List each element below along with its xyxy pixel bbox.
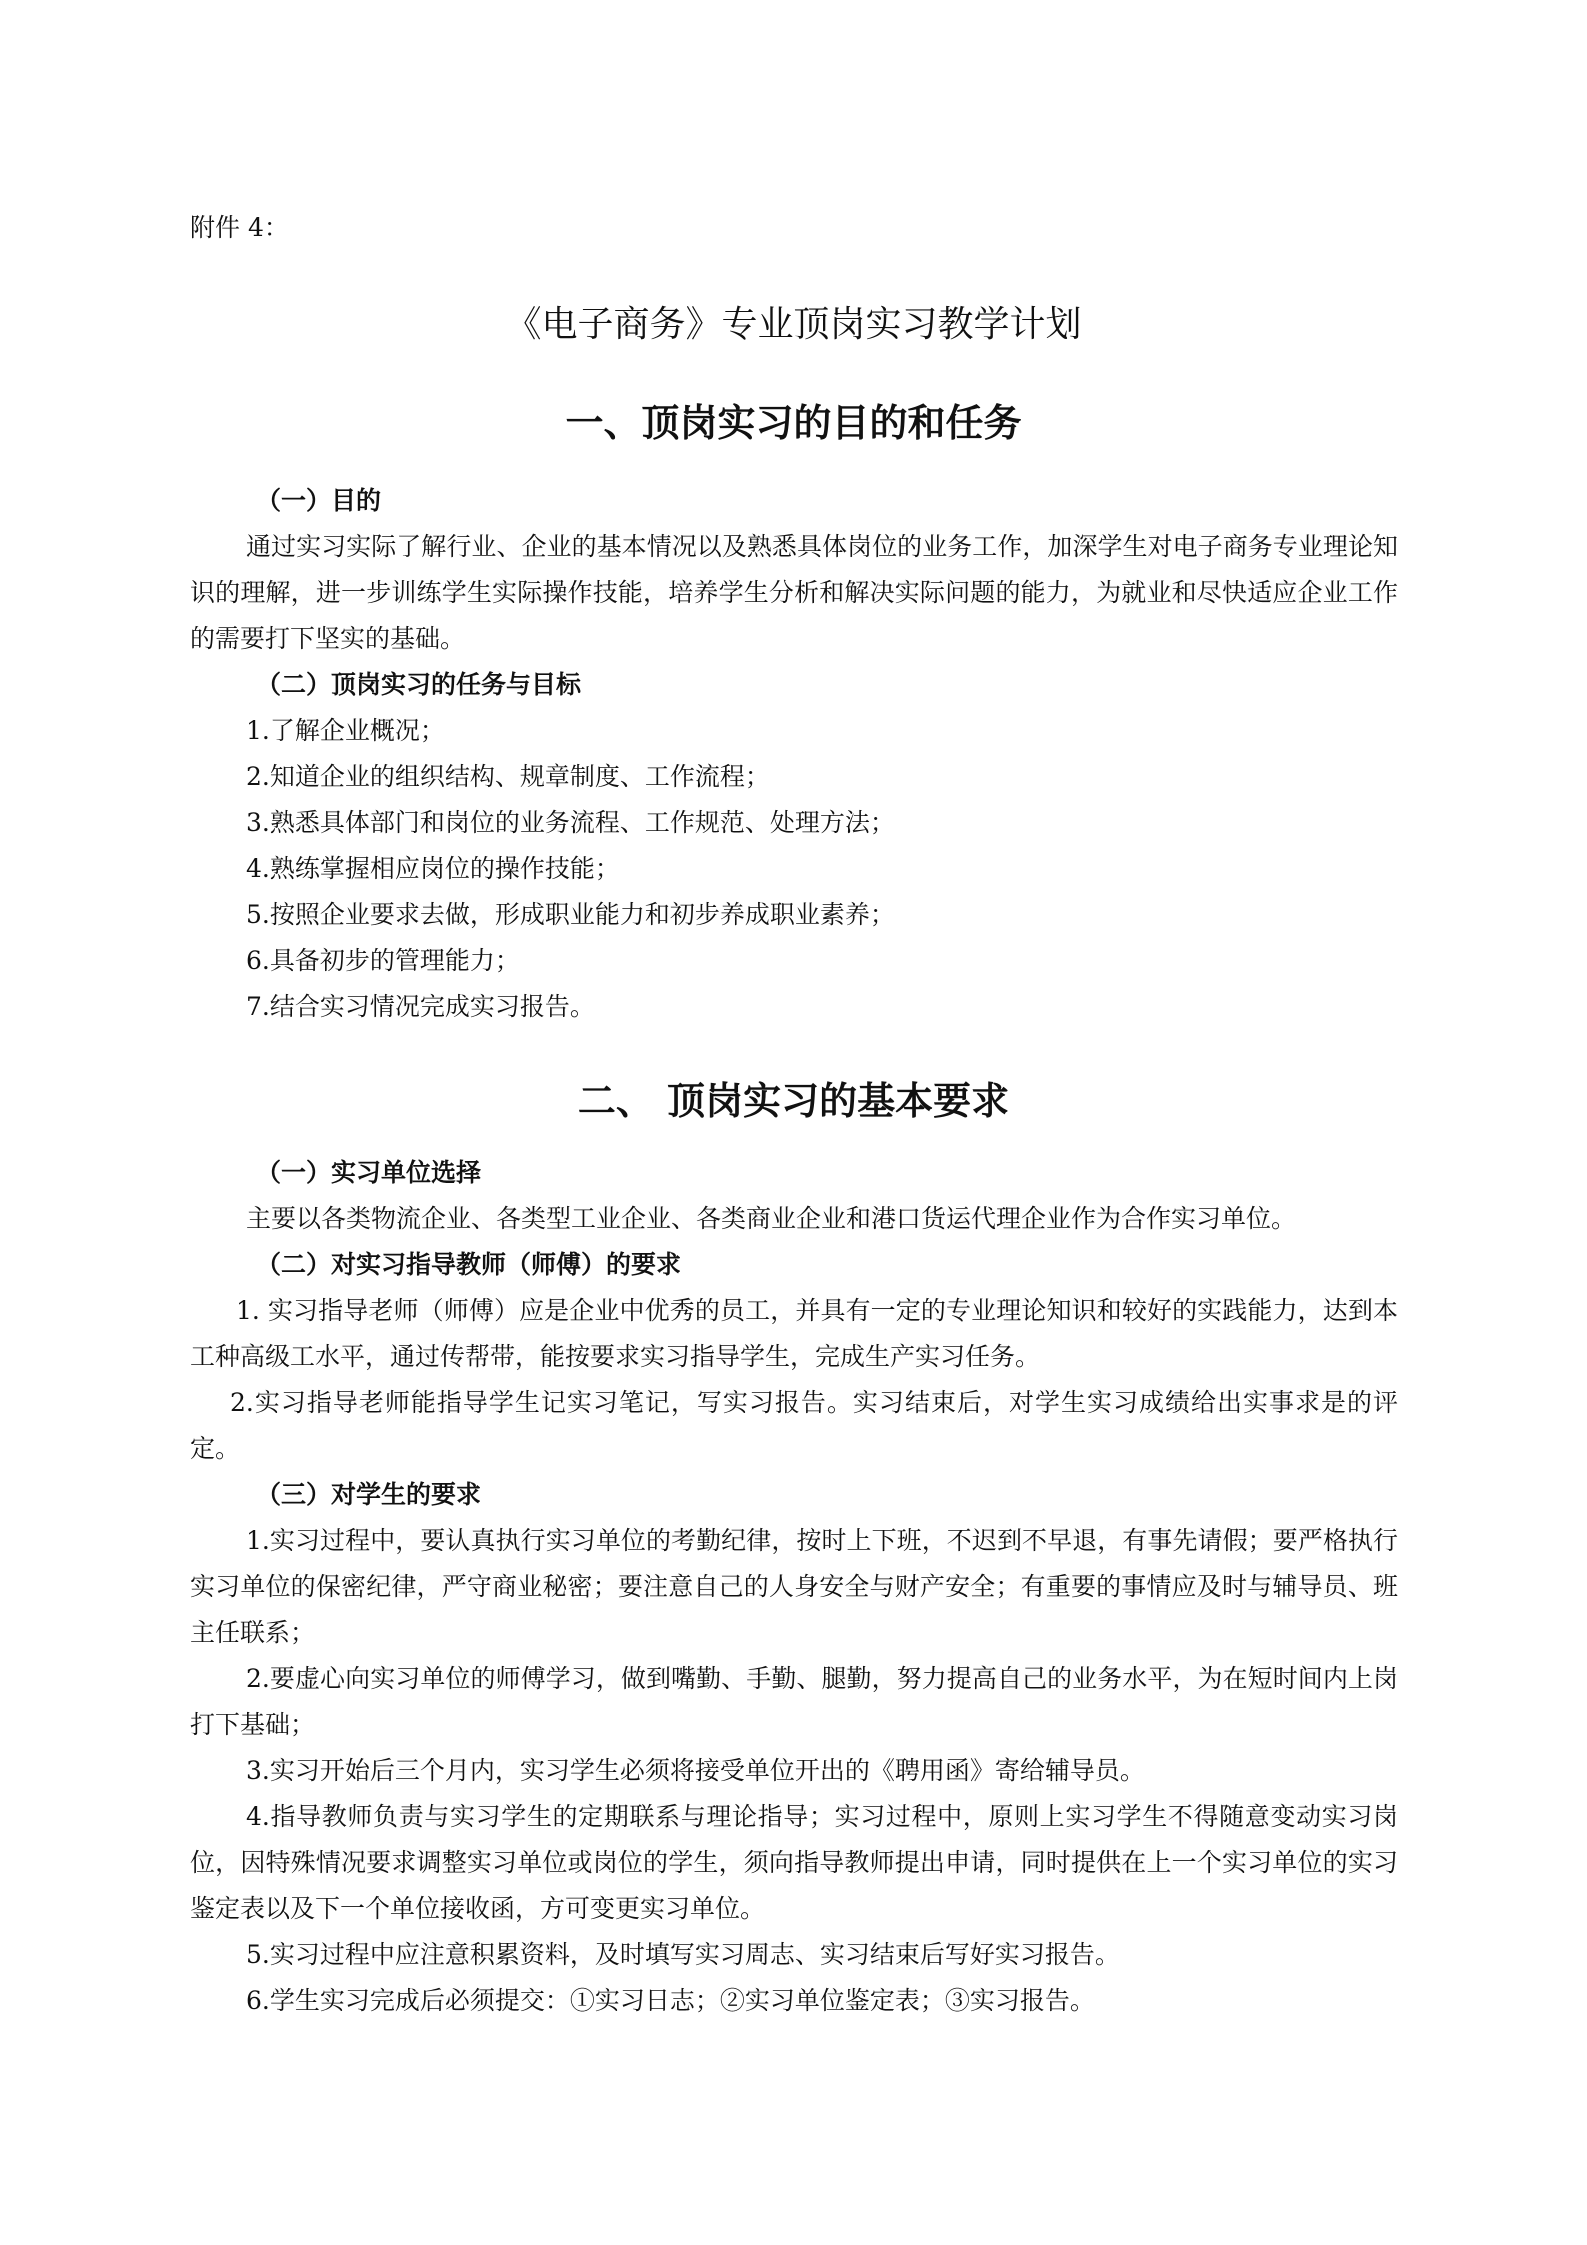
section2-sub1-paragraph: 主要以各类物流企业、各类型工业企业、各类商业企业和港口货运代理企业作为合作实习单位。 <box>246 1204 1297 1233</box>
list-item: 2.要虚心向实习单位的师傅学习，做到嘴勤、手勤、腿勤，努力提高自己的业务水平，为在短时间内上岗打下基础； <box>190 1664 1398 1739</box>
list-item: 4.指导教师负责与实习学生的定期联系与理论指导；实习过程中，原则上实习学生不得随意变动实习岗位，因特殊情况要求调整实习单位或岗位的学生，须向指导教师提出申请，同时提供在上一个实习单位的实习鉴定表以及下一个单位接收函，方可变更实习单位。 <box>190 1802 1398 1923</box>
list-item: 6.具备初步的管理能力； <box>246 946 520 975</box>
list-item: 1.了解企业概况； <box>246 716 445 745</box>
section1-heading: 一、顶岗实习的目的和任务 <box>565 401 1022 445</box>
section2-sub2-heading: （二）对实习指导教师（师傅）的要求 <box>256 1250 682 1279</box>
section2-heading: 二、 顶岗实习的基本要求 <box>577 1079 1010 1123</box>
list-item: 4.熟练掌握相应岗位的操作技能； <box>246 854 620 883</box>
list-item: 6.学生实习完成后必须提交：①实习日志；②实习单位鉴定表；③实习报告。 <box>246 1986 1095 2015</box>
section1-body <box>190 478 1398 1030</box>
document-title: 《电子商务》专业顶岗实习教学计划 <box>505 304 1082 345</box>
list-item: 7.结合实习情况完成实习报告。 <box>246 992 595 1021</box>
list-item: 3.熟悉具体部门和岗位的业务流程、工作规范、处理方法； <box>246 808 895 837</box>
list-item: 2.实习指导老师能指导学生记实习笔记，写实习报告。实习结束后，对学生实习成绩给出实事求是的评定。 <box>190 1388 1398 1463</box>
list-item: 3.实习开始后三个月内，实习学生必须将接受单位开出的《聘用函》寄给辅导员。 <box>246 1756 1145 1785</box>
list-item: 5.实习过程中应注意积累资料，及时填写实习周志、实习结束后写好实习报告。 <box>246 1940 1120 1969</box>
list-item: 1.实习过程中，要认真执行实习单位的考勤纪律，按时上下班，不迟到不早退，有事先请假；要严格执行实习单位的保密纪律，严守商业秘密；要注意自己的人身安全与财产安全；有重要的事情应及时与辅导员、班主任联系； <box>190 1526 1398 1647</box>
section1-sub1-paragraph: 通过实习实际了解行业、企业的基本情况以及熟悉具体岗位的业务工作，加深学生对电子商务专业理论知识的理解，进一步训练学生实际操作技能，培养学生分析和解决实际问题的能力，为就业和尽快适应企业工作的需要打下坚实的基础。 <box>190 532 1398 653</box>
section1-sub2-heading: （二）顶岗实习的任务与目标 <box>256 670 582 699</box>
attachment-label: 附件 4： <box>190 213 289 242</box>
section2-body <box>190 1150 1398 2024</box>
section1-sub1-heading: （一）目的 <box>256 486 382 515</box>
section2-sub1-heading: （一）实习单位选择 <box>256 1158 482 1187</box>
list-item: 5.按照企业要求去做，形成职业能力和初步养成职业素养； <box>246 900 895 929</box>
list-item: 2.知道企业的组织结构、规章制度、工作流程； <box>246 762 770 791</box>
list-item: 1. 实习指导老师（师傅）应是企业中优秀的员工，并具有一定的专业理论知识和较好的实践能力，达到本工种高级工水平，通过传帮带，能按要求实习指导学生，完成生产实习任务。 <box>190 1296 1398 1371</box>
section2-sub3-heading: （三）对学生的要求 <box>256 1480 482 1509</box>
